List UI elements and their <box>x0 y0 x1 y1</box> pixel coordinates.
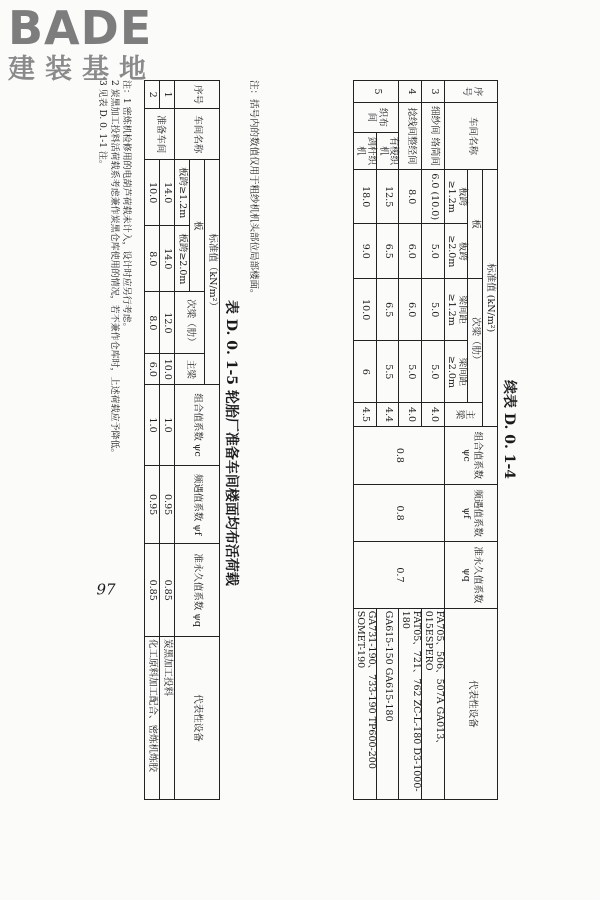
watermark-brand: BADE <box>8 1 153 55</box>
th-standard: 标准值 (kN/m²) <box>483 169 498 426</box>
th-name: 车间名称 <box>445 103 498 170</box>
th-slab-12: 板跨 ≥1.2m <box>445 169 468 224</box>
table-d015-notes: 注：1 密炼机检修用的电葫芦荷载未计入，设计时应另行考虑。 2 炭黑加工投料活荷载系考虑兼作炭黑仓库使用的情况，若不兼作仓库时，上述荷载应予降低。 3 见表 D. 0. 1-1 注。 <box>97 80 131 458</box>
th-secondary: 次梁（肋） <box>468 279 483 403</box>
watermark-subtitle: 建装基地 <box>8 54 156 85</box>
rotated-page <box>80 80 520 820</box>
watermark-logo <box>8 2 178 86</box>
table-d015: 序号 车间名称 标准值（kN/m²） 组合值系数 ψc 频遇值系数 ψf 准永久值系数 ψq 代表性设备 板 次梁（肋） 主梁 板跨≥1.2m 板跨≥2.0m 1 准备车间 14.0 14.0 12.0 10.0 1.0 0.95 0.85 炭黑加工投料 2 10.0 8.0 8.0 6.0 1.0 0.95 0.85 化工原料加工配合、密炼机炼胶 <box>144 80 220 800</box>
th-main: 主梁 <box>445 403 483 426</box>
table-row: 2 10.0 8.0 8.0 6.0 1.0 0.95 0.85 化工原料加工配合、密炼机炼胶 <box>145 81 160 800</box>
table-d014-note: 注：括号内的数值仅用于粗纱机机头部位局部楼面。 <box>248 80 259 299</box>
th-slab-20: 板跨 ≥2.0m <box>445 224 468 279</box>
th-equip: 代表性设备 <box>445 608 498 799</box>
table-row: 3 细纱间 络筒间 6.0 (10.0) 5.0 5.0 5.0 4.0 0.8 0.8 0.7 FA705、506、507A GA013、015ESPERO <box>422 81 445 800</box>
th-slab: 板 <box>468 169 483 278</box>
th-quasi: 准永久值系数 ψq <box>445 542 498 609</box>
table-row: 5 织布间 有梭织机 12.5 6.5 6.5 5.5 4.4 GA615-150 GA615-180 <box>376 81 399 800</box>
th-freq: 频遇值系数 ψf <box>445 485 498 542</box>
table-d014-caption: 续表 D. 0. 1-4 <box>501 380 517 480</box>
th-no: 序号 <box>445 81 498 103</box>
table-row: 4 捻线间整经间 8.0 6.0 6.0 5.0 4.0 FAT05、721、762 ZC-L-180 D3-1000-180 <box>399 81 422 800</box>
th-beam-20: 梁间距 ≥2.0m <box>445 341 468 403</box>
table-d015-caption: 表 D. 0. 1-5 轮胎厂准备车间楼面均布活荷载 <box>223 300 239 586</box>
th-beam-12: 梁间距 ≥1.2m <box>445 279 468 341</box>
table-d014 <box>353 80 498 800</box>
page-number: 97 <box>96 580 116 599</box>
table-row: 1 准备车间 14.0 14.0 12.0 10.0 1.0 0.95 0.85 炭黑加工投料 <box>160 81 175 800</box>
th-combo: 组合值系数 ψc <box>445 426 498 484</box>
table-row: 剑杆织机 18.0 9.0 10.0 6 4.5 GA731-190、733-190 TP600-200 SOMET-190 <box>353 81 376 800</box>
